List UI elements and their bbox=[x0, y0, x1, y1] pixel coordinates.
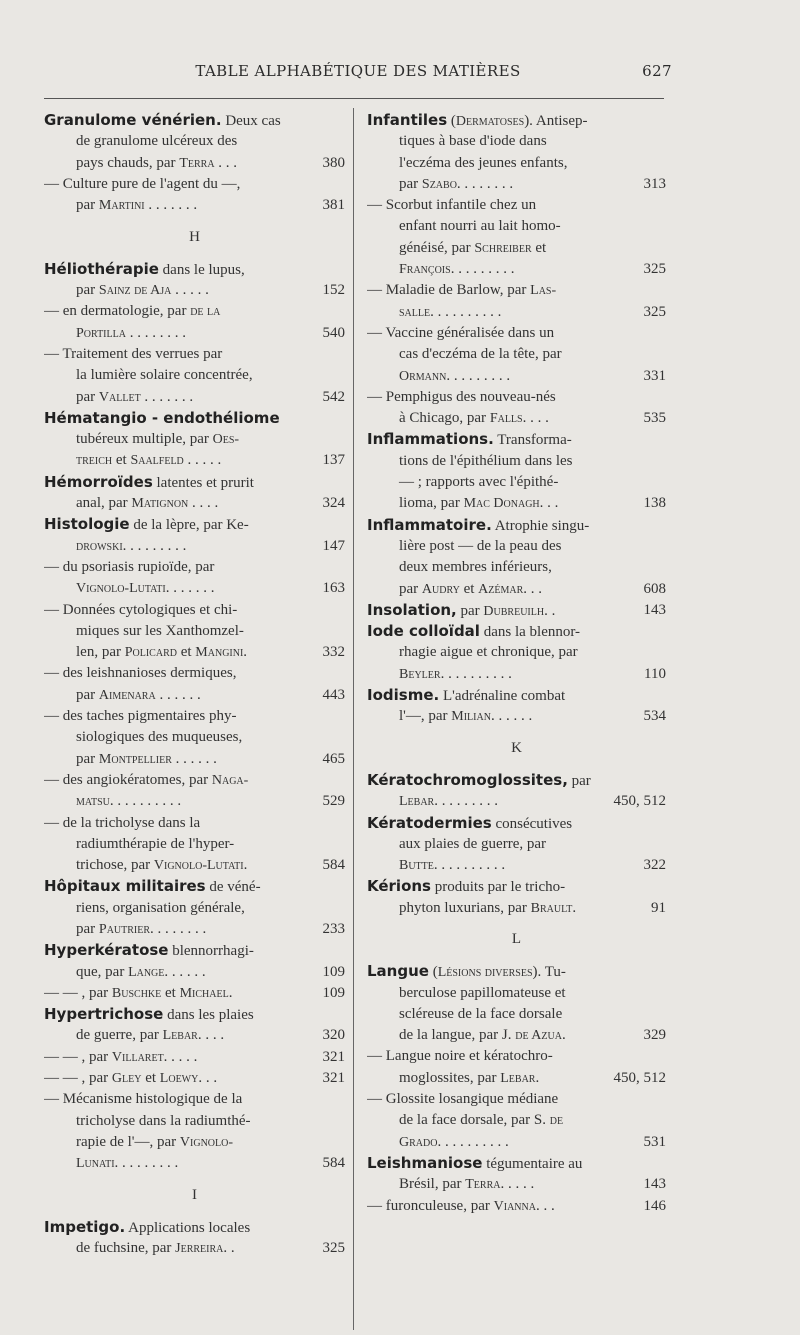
page-ref: 584 bbox=[319, 1153, 346, 1174]
left-column bbox=[44, 110, 345, 1259]
index-entry: Hyperkératose blennorrhagi- bbox=[44, 941, 254, 960]
index-line: — — , par Gley et Loewy. . . 321 bbox=[44, 1068, 345, 1089]
index-entry: Insolation, par Dubreuilh. . 143 bbox=[367, 600, 666, 621]
index-line: trichose, par Vignolo-Lutati. 584 bbox=[44, 855, 345, 876]
index-line: enfant nourri au lait homo- bbox=[399, 218, 561, 235]
page-ref: 143 bbox=[640, 600, 667, 621]
page-ref: 138 bbox=[640, 493, 667, 514]
page-ref: 332 bbox=[319, 642, 346, 663]
index-line: par Vallet . . . . . . . 542 bbox=[44, 387, 345, 408]
index-line: tubéreux multiple, par Oes- bbox=[76, 431, 240, 448]
page-ref: 163 bbox=[319, 578, 346, 599]
index-line: miques sur les Xanthomzel- bbox=[76, 622, 244, 639]
index-line: scléreuse de la face dorsale bbox=[399, 1005, 563, 1022]
index-line: par Aimenara . . . . . . 443 bbox=[44, 685, 345, 706]
index-line: cas d'eczéma de la tête, par bbox=[399, 346, 562, 363]
index-line: rhagie aigue et chronique, par bbox=[399, 644, 578, 661]
index-entry: Infantiles (Dermatoses). Antisep- bbox=[367, 111, 588, 129]
index-line: par Audry et Azémar. . . 608 bbox=[367, 579, 666, 600]
index-line: matsu. . . . . . . . . . 529 bbox=[44, 791, 345, 812]
page-ref: 325 bbox=[640, 302, 667, 323]
index-entry: Histologie de la lèpre, par Ke- bbox=[44, 515, 249, 534]
page-number: 627 bbox=[642, 62, 672, 80]
index-line: siologiques des muqueuses, bbox=[76, 729, 243, 746]
index-line: — — , par Villaret. . . . . 321 bbox=[44, 1047, 345, 1068]
index-line: — Glossite losangique médiane bbox=[367, 1091, 559, 1108]
index-line: Ormann. . . . . . . . . 331 bbox=[367, 366, 666, 387]
index-line: Beyler. . . . . . . . . . 110 bbox=[367, 664, 666, 685]
page-ref: 143 bbox=[640, 1174, 667, 1195]
index-line: berculose papillomateuse et bbox=[399, 984, 566, 1001]
index-line: tiques à base d'iode dans bbox=[399, 133, 547, 150]
index-line: Portilla . . . . . . . . 540 bbox=[44, 323, 345, 344]
running-head bbox=[44, 62, 672, 86]
index-line: tions de l'épithélium dans les bbox=[399, 452, 573, 469]
index-line: salle. . . . . . . . . . 325 bbox=[367, 302, 666, 323]
index-line: aux plaies de guerre, par bbox=[399, 835, 547, 852]
index-line: par Szabo. . . . . . . . 313 bbox=[367, 174, 666, 195]
index-line: Grado. . . . . . . . . . 531 bbox=[367, 1132, 666, 1153]
index-line: — du psoriasis rupioïde, par bbox=[44, 558, 215, 575]
page-ref: 540 bbox=[319, 323, 346, 344]
index-entry: Iodisme. L'adrénaline combat bbox=[367, 686, 566, 705]
index-line: — furonculeuse, par Vianna. . . 146 bbox=[367, 1196, 666, 1217]
page-ref: 529 bbox=[319, 791, 346, 812]
index-entry: Leishmaniose tégumentaire au bbox=[367, 1153, 583, 1172]
index-line: — des angiokératomes, par Naga- bbox=[44, 771, 249, 788]
header-rule bbox=[44, 98, 664, 99]
index-line: phyton luxurians, par Brault. 91 bbox=[367, 898, 666, 919]
section-letter: I bbox=[192, 1187, 197, 1204]
page-ref: 450, 512 bbox=[610, 791, 667, 812]
index-line: l'eczéma des jeunes enfants, bbox=[399, 154, 568, 171]
index-entry: Héliothérapie dans le lupus, bbox=[44, 259, 245, 278]
index-line: pays chauds, par Terra . . . 380 bbox=[44, 153, 345, 174]
index-line: — Pemphigus des nouveau-nés bbox=[367, 388, 556, 405]
index-line: par Pautrier. . . . . . . . 233 bbox=[44, 919, 345, 940]
index-entry: Hypertrichose dans les plaies bbox=[44, 1005, 254, 1024]
index-line: — de la tricholyse dans la bbox=[44, 814, 201, 831]
index-line: — Maladie de Barlow, par Las- bbox=[367, 282, 557, 299]
index-line: à Chicago, par Falls. . . . 535 bbox=[367, 408, 666, 429]
page-ref: 320 bbox=[319, 1025, 346, 1046]
index-entry: Hémorroïdes latentes et prurit bbox=[44, 472, 254, 491]
index-entry: Langue (Lésions diverses). Tu- bbox=[367, 962, 566, 981]
index-line: de granulome ulcéreux des bbox=[76, 133, 238, 150]
page-ref: 146 bbox=[640, 1196, 667, 1217]
page-ref: 465 bbox=[319, 749, 346, 770]
index-line: moglossites, par Lebar. 450, 512 bbox=[367, 1068, 666, 1089]
index-entry: Inflammatoire. Atrophie singu- bbox=[367, 515, 590, 534]
section-letter: H bbox=[189, 228, 200, 245]
index-line: — — , par Buschke et Michael. 109 bbox=[44, 983, 345, 1004]
page-ref: 584 bbox=[319, 855, 346, 876]
section-letter: K bbox=[511, 740, 522, 757]
index-line: par Sainz de Aja . . . . . 152 bbox=[44, 280, 345, 301]
index-line: — Mécanisme histologique de la bbox=[44, 1091, 243, 1108]
index-line: rapie de l'—, par Vignolo- bbox=[76, 1133, 234, 1150]
index-line: — Culture pure de l'agent du —, bbox=[44, 175, 241, 192]
page-ref: 329 bbox=[640, 1025, 667, 1046]
index-entry: Kératodermies consécutives bbox=[367, 813, 573, 832]
index-line: lioma, par Mac Donagh. . . 138 bbox=[367, 493, 666, 514]
index-line: — Traitement des verrues par bbox=[44, 345, 223, 362]
index-entry: Impetigo. Applications locales bbox=[44, 1217, 251, 1236]
index-line: — des taches pigmentaires phy- bbox=[44, 708, 237, 725]
page-ref: 321 bbox=[319, 1047, 346, 1068]
index-line: — Langue noire et kératochro- bbox=[367, 1048, 553, 1065]
index-line: riens, organisation générale, bbox=[76, 899, 245, 916]
index-entry: Kérions produits par le tricho- bbox=[367, 877, 566, 896]
index-line: — en dermatologie, par de la bbox=[44, 303, 221, 320]
page-ref: 233 bbox=[319, 919, 346, 940]
index-line: drowski. . . . . . . . . 147 bbox=[44, 536, 345, 557]
index-line: de la langue, par J. de Azua. 329 bbox=[367, 1025, 666, 1046]
index-line: François. . . . . . . . . 325 bbox=[367, 259, 666, 280]
index-line: la lumière solaire concentrée, bbox=[76, 367, 253, 384]
page-ref: 137 bbox=[319, 450, 346, 471]
page-ref: 608 bbox=[640, 579, 667, 600]
index-line: que, par Lange. . . . . . 109 bbox=[44, 962, 345, 983]
index-line: radiumthérapie de l'hyper- bbox=[76, 835, 235, 852]
index-entry: Hématangio - endothéliome bbox=[44, 408, 280, 427]
index-line: tricholyse dans la radiumthé- bbox=[76, 1112, 251, 1129]
index-line: l'—, par Milian. . . . . . 534 bbox=[367, 706, 666, 727]
page-ref: 450, 512 bbox=[610, 1068, 667, 1089]
index-line: Vignolo-Lutati. . . . . . . 163 bbox=[44, 578, 345, 599]
page-ref: 535 bbox=[640, 408, 667, 429]
index-line: par Montpellier . . . . . . 465 bbox=[44, 749, 345, 770]
index-line: — ; rapports avec l'épithé- bbox=[399, 474, 559, 491]
index-line: lière post — de la peau des bbox=[399, 537, 562, 554]
page-ref: 91 bbox=[647, 898, 666, 919]
index-entry: Hôpitaux militaires de véné- bbox=[44, 877, 261, 896]
page-ref: 534 bbox=[640, 706, 667, 727]
page-ref: 110 bbox=[640, 664, 666, 685]
page-ref: 443 bbox=[319, 685, 346, 706]
page-ref: 380 bbox=[319, 153, 346, 174]
index-line: — des leishnanioses dermiques, bbox=[44, 665, 237, 682]
section-letter: L bbox=[511, 931, 522, 948]
running-title: TABLE ALPHABÉTIQUE DES MATIÈRES bbox=[195, 62, 521, 80]
page-ref: 313 bbox=[640, 174, 667, 195]
right-column bbox=[367, 110, 666, 1217]
page-ref: 147 bbox=[319, 536, 346, 557]
page-ref: 322 bbox=[640, 855, 667, 876]
index-line: deux membres inférieurs, bbox=[399, 559, 552, 576]
index-entry: Kératochromoglossites, par bbox=[367, 770, 591, 789]
index-line: — Données cytologiques et chi- bbox=[44, 601, 238, 618]
page-ref: 331 bbox=[640, 366, 667, 387]
page-ref: 542 bbox=[319, 387, 346, 408]
index-line: treich et Saalfeld . . . . . 137 bbox=[44, 450, 345, 471]
index-line: de fuchsine, par Jerreira. . 325 bbox=[44, 1238, 345, 1259]
index-entry: Inflammations. Transforma- bbox=[367, 430, 572, 449]
page-ref: 109 bbox=[319, 962, 346, 983]
index-entry: Granulome vénérien. Deux cas bbox=[44, 111, 281, 129]
index-line: Butte. . . . . . . . . . 322 bbox=[367, 855, 666, 876]
index-line: généisé, par Schreiber et bbox=[399, 239, 547, 256]
page-ref: 321 bbox=[319, 1068, 346, 1089]
index-line: anal, par Matignon . . . . 324 bbox=[44, 493, 345, 514]
page-ref: 531 bbox=[640, 1132, 667, 1153]
index-line: Lunati. . . . . . . . . 584 bbox=[44, 1153, 345, 1174]
column-divider bbox=[353, 108, 354, 1330]
index-line: par Martini . . . . . . . 381 bbox=[44, 195, 345, 216]
index-line: len, par Policard et Mangini. 332 bbox=[44, 642, 345, 663]
page-ref: 152 bbox=[319, 280, 346, 301]
index-line: Brésil, par Terra. . . . . 143 bbox=[367, 1174, 666, 1195]
index-line: de guerre, par Lebar. . . . 320 bbox=[44, 1025, 345, 1046]
page-ref: 324 bbox=[319, 493, 346, 514]
index-line: de la face dorsale, par S. de bbox=[399, 1112, 564, 1129]
page-ref: 325 bbox=[319, 1238, 346, 1259]
index-line: — Vaccine généralisée dans un bbox=[367, 324, 555, 341]
index-line: — Scorbut infantile chez un bbox=[367, 197, 537, 214]
index-entry: Iode colloïdal dans la blennor- bbox=[367, 622, 581, 641]
page-ref: 325 bbox=[640, 259, 667, 280]
page-ref: 381 bbox=[319, 195, 346, 216]
index-line: Lebar. . . . . . . . . 450, 512 bbox=[367, 791, 666, 812]
page-ref: 109 bbox=[319, 983, 346, 1004]
